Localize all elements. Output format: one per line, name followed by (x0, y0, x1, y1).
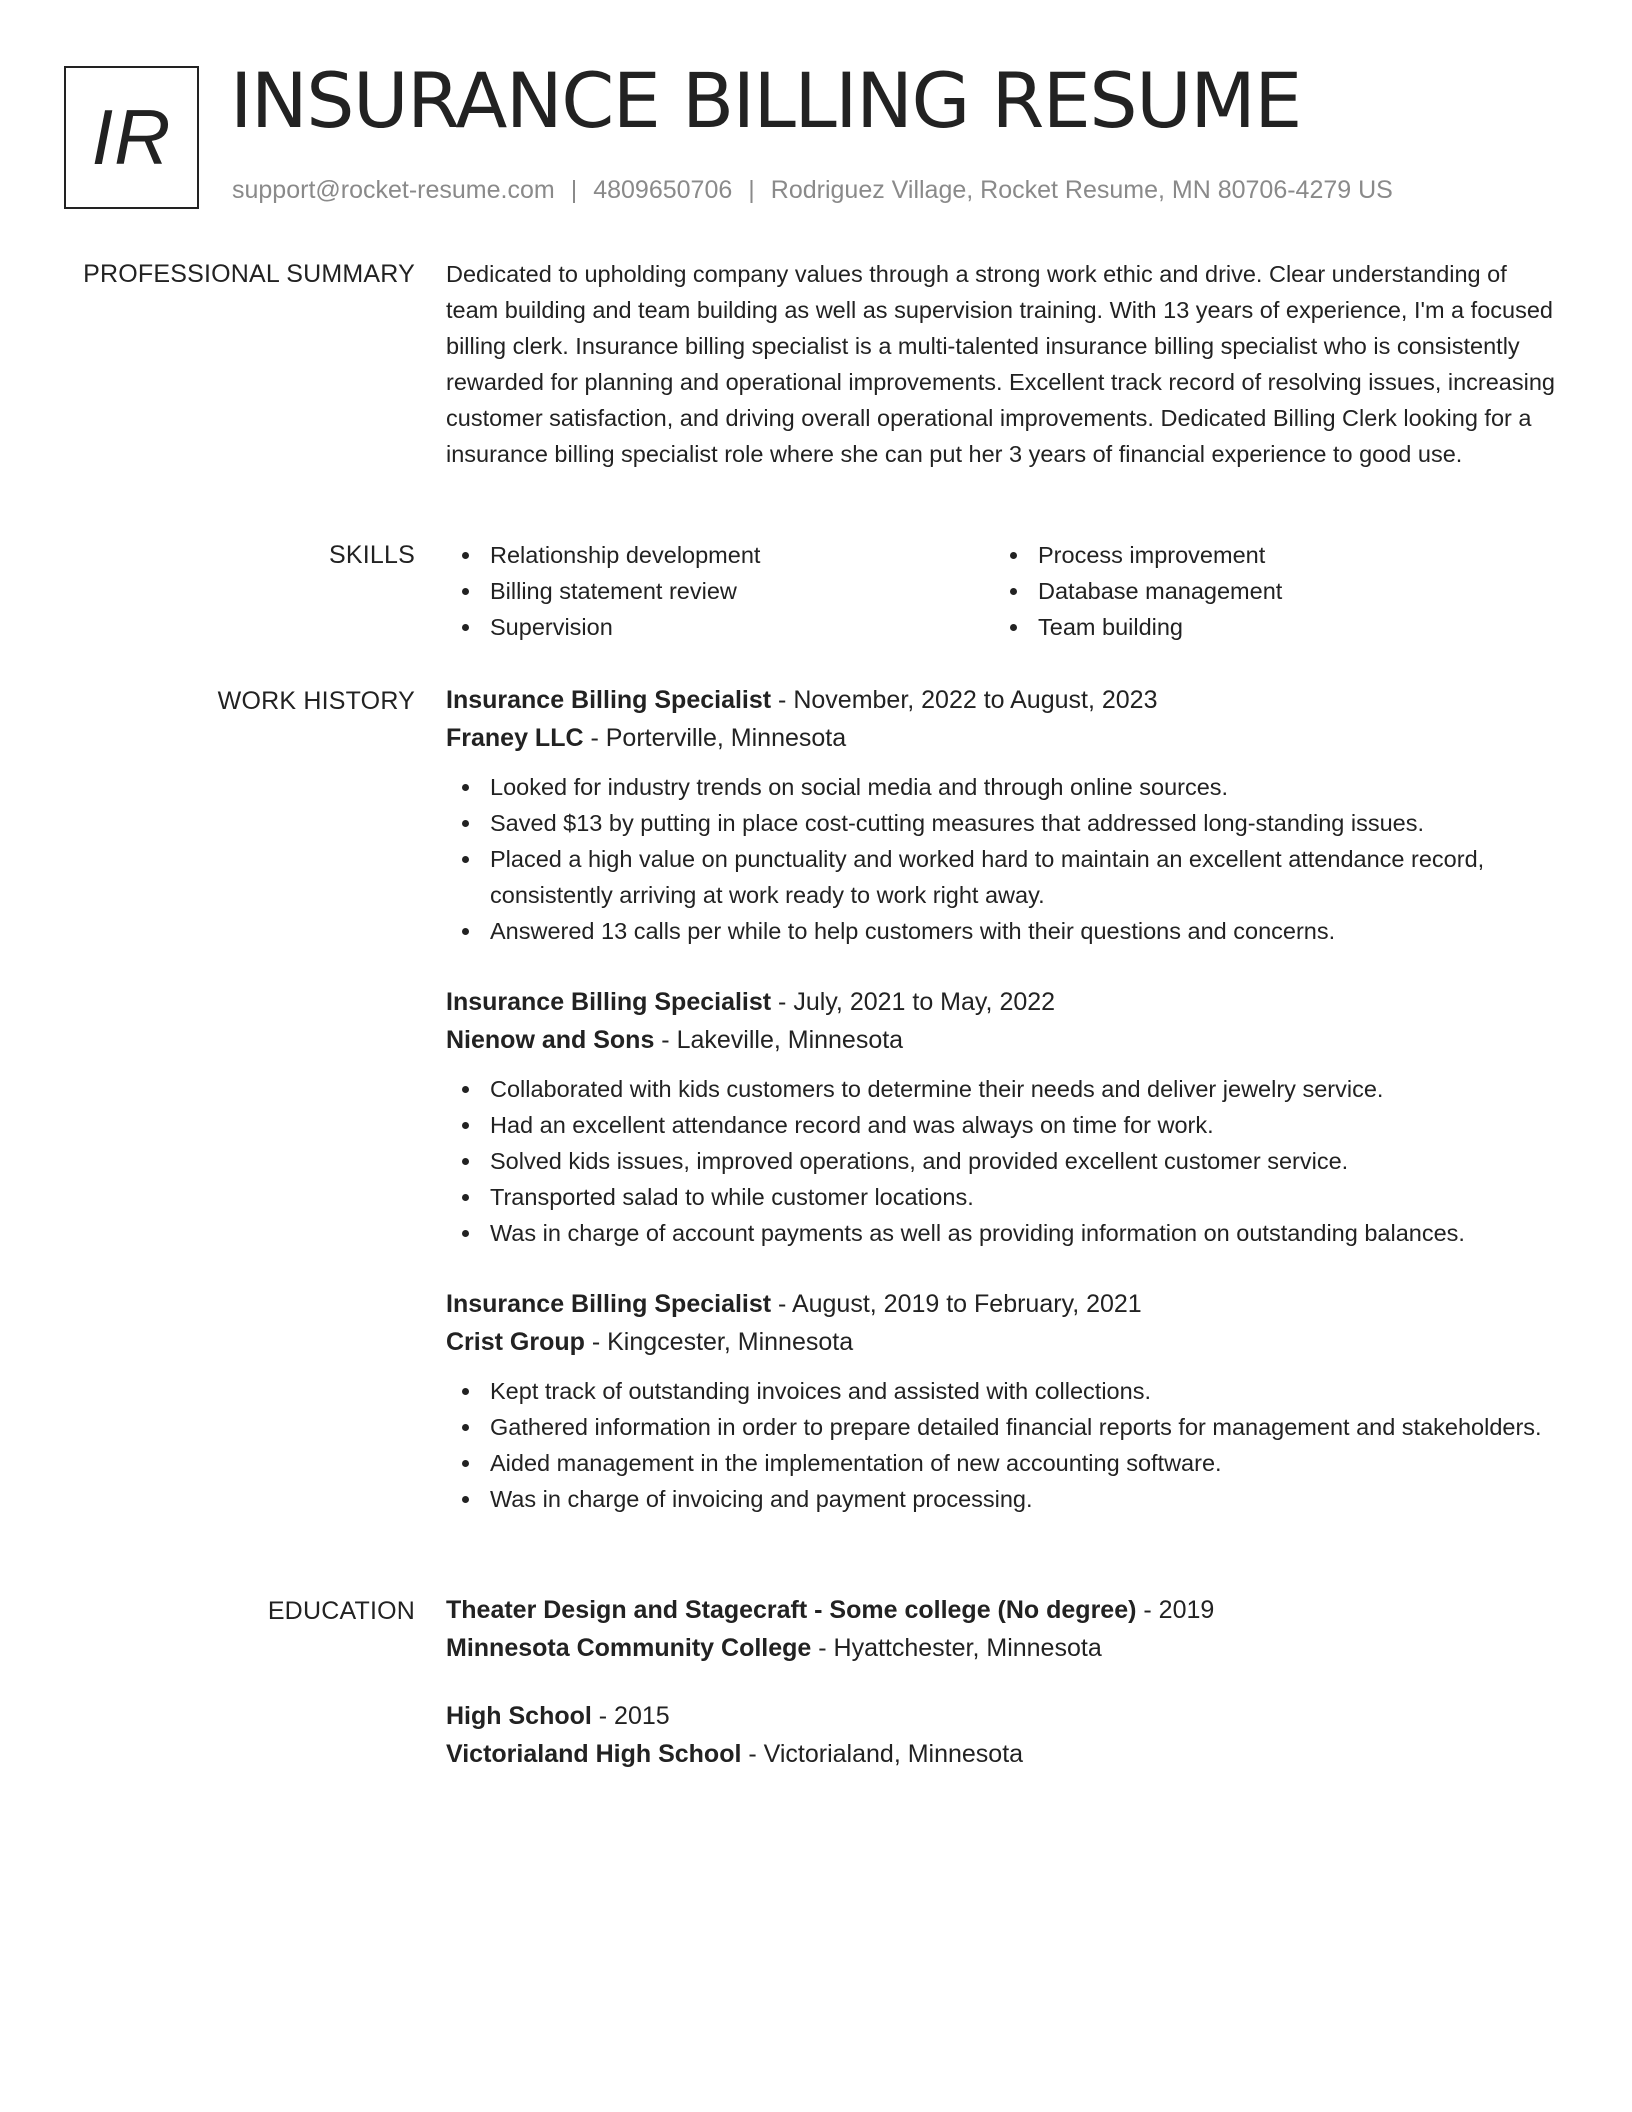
contact-phone[interactable]: 4809650706 (593, 176, 733, 204)
work-body (446, 681, 1561, 1551)
contact-email[interactable]: support@rocket-resume.com (232, 176, 555, 204)
job-title-line (446, 983, 1561, 1021)
job-bullet: Gathered information in order to prepare detailed financial reports for management and stakeholders. (446, 1409, 1561, 1445)
job-dates: - July, 2021 to May, 2022 (771, 988, 1056, 1016)
job-dates: - August, 2019 to February, 2021 (771, 1290, 1142, 1318)
skills-grid (446, 537, 1561, 645)
job-title: Insurance Billing Specialist (446, 686, 772, 714)
resume-title: INSURANCE BILLING RESUME (230, 56, 1301, 145)
job-bullet: Placed a high value on punctuality and worked hard to maintain an excellent attendance record, consistently arriving at work ready to work right away. (446, 841, 1561, 913)
contact-address: Rodriguez Village, Rocket Resume, MN 80706-4279 US (770, 176, 1393, 204)
education-degree: High School (446, 1702, 592, 1730)
skill-item: Billing statement review (446, 573, 994, 609)
skill-item: Team building (994, 609, 1542, 645)
skill-item: Process improvement (994, 537, 1542, 573)
job-company-line (446, 1021, 1561, 1059)
job-entry (446, 1285, 1561, 1517)
education-degree: Theater Design and Stagecraft - Some college (No degree) (446, 1596, 1137, 1624)
skills-list-left (446, 537, 994, 645)
education-school-line (446, 1629, 1561, 1667)
skills-list-right (994, 537, 1542, 645)
education-year: - 2019 (1136, 1596, 1215, 1624)
education-location: - Hyattchester, Minnesota (811, 1634, 1102, 1662)
contact-line (232, 174, 1393, 206)
job-bullet: Collaborated with kids customers to determine their needs and deliver jewelry service. (446, 1071, 1561, 1107)
job-company: Crist Group (446, 1328, 585, 1356)
contact-separator: | (748, 176, 755, 204)
section-label-work: WORK HISTORY (217, 687, 415, 715)
job-location: - Kingcester, Minnesota (584, 1328, 854, 1356)
education-entry (446, 1697, 1561, 1773)
education-school-line (446, 1735, 1561, 1773)
skill-item: Supervision (446, 609, 994, 645)
job-bullet: Answered 13 calls per while to help customers with their questions and concerns. (446, 913, 1561, 949)
education-degree-line (446, 1697, 1561, 1735)
job-entry (446, 681, 1561, 949)
job-company-line (446, 719, 1561, 757)
job-title: Insurance Billing Specialist (446, 988, 772, 1016)
summary-body (446, 256, 1561, 472)
education-location: - Victorialand, Minnesota (741, 1740, 1024, 1768)
job-entry (446, 983, 1561, 1251)
education-entry (446, 1591, 1561, 1667)
job-bullet: Solved kids issues, improved operations, and provided excellent customer service. (446, 1143, 1561, 1179)
job-bullet: Aided management in the implementation of new accounting software. (446, 1445, 1561, 1481)
job-location: - Porterville, Minnesota (583, 724, 847, 752)
job-company: Franey LLC (446, 724, 584, 752)
job-bullet: Was in charge of account payments as well as providing information on outstanding balances. (446, 1215, 1561, 1251)
job-bullet: Had an excellent attendance record and was always on time for work. (446, 1107, 1561, 1143)
contact-separator: | (570, 176, 578, 204)
education-year: - 2015 (591, 1702, 670, 1730)
job-bullets (446, 769, 1561, 949)
skill-item: Relationship development (446, 537, 994, 573)
job-bullets (446, 1373, 1561, 1517)
section-label-skills: SKILLS (329, 541, 415, 569)
skill-item: Database management (994, 573, 1542, 609)
job-title: Insurance Billing Specialist (446, 1290, 772, 1318)
job-title-line (446, 681, 1561, 719)
education-degree-line (446, 1591, 1561, 1629)
job-bullet: Saved $13 by putting in place cost-cutting measures that addressed long-standing issues. (446, 805, 1561, 841)
section-label-summary: PROFESSIONAL SUMMARY (83, 260, 415, 288)
job-bullets (446, 1071, 1561, 1251)
job-bullet: Looked for industry trends on social media and through online sources. (446, 769, 1561, 805)
job-dates: - November, 2022 to August, 2023 (771, 686, 1158, 714)
job-bullet: Kept track of outstanding invoices and assisted with collections. (446, 1373, 1561, 1409)
summary-text: Dedicated to upholding company values through a strong work ethic and drive. Clear understanding of team building and team building as well as supervision training. With 13 years of experience, I'm a focused billing clerk. Insurance billing specialist is a multi-talented insurance billing specialist who is consistently rewarded for planning and operational improvements. Excellent track record of resolving issues, increasing customer satisfaction, and driving overall operational improvements. Dedicated Billing Clerk looking for a insurance billing specialist role where she can put her 3 years of financial experience to good use. (446, 261, 1555, 467)
job-title-line (446, 1285, 1561, 1323)
job-bullet: Transported salad to while customer locations. (446, 1179, 1561, 1215)
education-school: Minnesota Community College (446, 1634, 812, 1662)
section-label-education: EDUCATION (267, 1597, 415, 1625)
monogram-logo: IR (64, 66, 199, 209)
job-company: Nienow and Sons (446, 1026, 655, 1054)
job-company-line (446, 1323, 1561, 1361)
education-school: Victorialand High School (446, 1740, 742, 1768)
job-location: - Lakeville, Minnesota (654, 1026, 904, 1054)
job-bullet: Was in charge of invoicing and payment processing. (446, 1481, 1561, 1517)
education-body (446, 1591, 1561, 1803)
